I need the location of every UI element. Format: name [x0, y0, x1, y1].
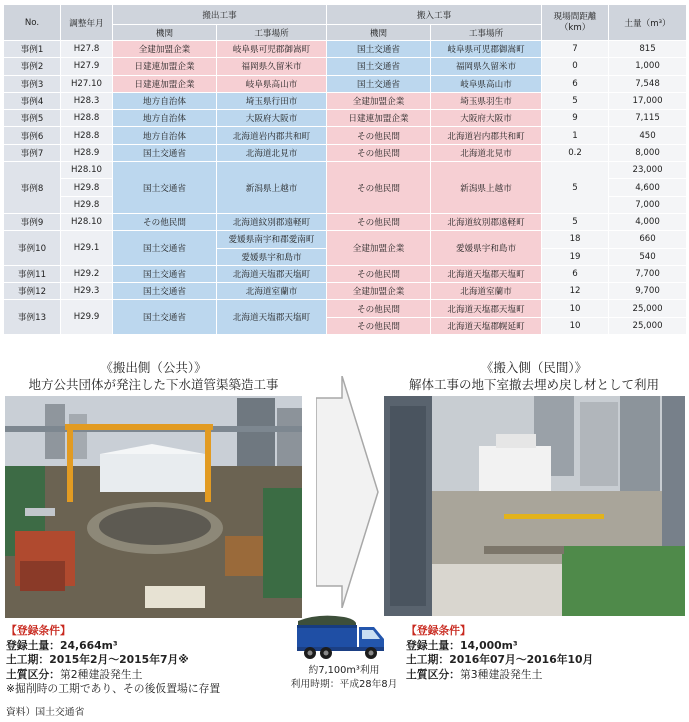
import-site-photo: [384, 396, 685, 616]
import-site: 岐阜県高山市: [431, 75, 542, 92]
import-agency: その他民間: [327, 213, 431, 230]
table-row: [4, 144, 687, 161]
export-agency: 国土交通省: [113, 144, 217, 161]
right-vol-label: 登録土量：: [406, 638, 460, 652]
case-label: 事例9: [4, 213, 61, 230]
case-year: H27.8: [61, 41, 113, 58]
export-site: 岐阜県高山市: [217, 75, 327, 92]
volume: 23,000: [609, 162, 687, 179]
export-agency: 国土交通省: [113, 300, 217, 335]
table-row: [4, 300, 687, 317]
import-site: 北海道室蘭市: [431, 283, 542, 300]
export-agency: 国土交通省: [113, 162, 217, 214]
export-site: 大阪府大阪市: [217, 110, 327, 127]
truck-usage: 約7,100m³利用: [308, 665, 380, 676]
volume: 25,000: [609, 300, 687, 317]
header-export-site: 工事場所: [217, 25, 327, 41]
right-soil-value: 第3種建設発生土: [459, 667, 543, 681]
distance: 19: [542, 248, 609, 265]
left-subtitle: 地方公共団体が発注した下水道管渠築造工事: [28, 377, 279, 392]
import-site: 北海道天塩郡天塩町: [431, 265, 542, 282]
case-label: 事例11: [4, 265, 61, 282]
export-site: 北海道天塩郡天塩町: [217, 300, 327, 335]
import-site: 北海道紋別郡遠軽町: [431, 213, 542, 230]
distance: 0.2: [542, 144, 609, 161]
volume: 450: [609, 127, 687, 144]
import-site: 北海道天塩郡天塩町: [431, 300, 542, 317]
left-note: ※掘削時の工期であり、その後仮置場に存置: [6, 682, 221, 696]
case-year: H28.10: [61, 213, 113, 230]
distance: 18: [542, 231, 609, 248]
import-agency: 国土交通省: [327, 75, 431, 92]
import-agency: 全建加盟企業: [327, 92, 431, 109]
distance: 12: [542, 283, 609, 300]
import-agency: その他民間: [327, 300, 431, 317]
left-soil-label: 土質区分：: [6, 667, 60, 681]
case-year: H29.9: [61, 300, 113, 335]
distance: 10: [542, 300, 609, 317]
export-site-photo: [5, 396, 302, 618]
export-site: 愛媛県宇和島市: [217, 248, 327, 265]
export-site: 愛媛県南宇和郡愛南町: [217, 231, 327, 248]
case-label: 事例10: [4, 231, 61, 266]
table-row: [4, 110, 687, 127]
volume: 7,700: [609, 265, 687, 282]
import-agency: 国土交通省: [327, 41, 431, 58]
table-row: [4, 41, 687, 58]
volume: 660: [609, 231, 687, 248]
case-year: H28.8: [61, 110, 113, 127]
case-label: 事例5: [4, 110, 61, 127]
header-volume: 土量（m³）: [609, 5, 687, 41]
left-conditions: [6, 624, 306, 697]
case-label: 事例2: [4, 58, 61, 75]
export-site: 福岡県久留米市: [217, 58, 327, 75]
right-subtitle: 解体工事の地下室撤去埋め戻し材として利用: [408, 377, 659, 392]
table-row: [4, 92, 687, 109]
case-year: H28.10: [61, 162, 113, 179]
right-title: 《搬入側（民間）》: [480, 360, 588, 375]
export-site: 北海道岩内郡共和町: [217, 127, 327, 144]
import-site: 愛媛県宇和島市: [431, 231, 542, 266]
export-agency: 地方自治体: [113, 92, 217, 109]
volume: 7,000: [609, 196, 687, 213]
import-agency: 国土交通省: [327, 58, 431, 75]
table-row: [4, 213, 687, 230]
distance: 0: [542, 58, 609, 75]
header-export-group: 搬出工事: [113, 5, 327, 25]
export-site: 北海道室蘭市: [217, 283, 327, 300]
distance: 5: [542, 213, 609, 230]
dump-truck-icon: [294, 609, 388, 661]
case-label: 事例4: [4, 92, 61, 109]
distance: 6: [542, 265, 609, 282]
header-year: 調整年月: [61, 5, 113, 41]
import-site: 新潟県上越市: [431, 162, 542, 214]
case-label: 事例13: [4, 300, 61, 335]
header-import-group: 搬入工事: [327, 5, 542, 25]
left-period-label: 土工期：: [6, 653, 50, 667]
left-cond-heading: 【登録条件】: [6, 624, 71, 637]
truck-time: 利用時期：平成28年8月: [290, 679, 398, 690]
import-agency: 全建加盟企業: [327, 231, 431, 266]
case-label: 事例8: [4, 162, 61, 214]
distance: 10: [542, 317, 609, 334]
volume: 17,000: [609, 92, 687, 109]
left-period-value: 2015年2月～2015年7月※: [49, 653, 189, 667]
right-conditions: [406, 624, 686, 682]
volume: 815: [609, 41, 687, 58]
case-year: H29.1: [61, 231, 113, 266]
left-soil-value: 第2種建設発生土: [59, 667, 143, 681]
export-agency: その他民間: [113, 213, 217, 230]
export-site: 岐阜県可児郡御嵩町: [217, 41, 327, 58]
import-site: 埼玉県羽生市: [431, 92, 542, 109]
header-export-agency: 機関: [113, 25, 217, 41]
export-site: 北海道天塩郡天塩町: [217, 265, 327, 282]
distance: 7: [542, 41, 609, 58]
case-year: H28.9: [61, 144, 113, 161]
left-title: 《搬出側（公共）》: [100, 360, 207, 375]
export-agency: 国土交通省: [113, 283, 217, 300]
case-year: H28.8: [61, 127, 113, 144]
right-vol-value: 14,000m³: [459, 638, 518, 652]
volume: 8,000: [609, 144, 687, 161]
case-label: 事例7: [4, 144, 61, 161]
header-no: No.: [4, 5, 61, 41]
volume: 9,700: [609, 283, 687, 300]
import-agency: その他民間: [327, 127, 431, 144]
volume: 25,000: [609, 317, 687, 334]
header-import-agency: 機関: [327, 25, 431, 41]
export-site: 北海道紋別郡遠軽町: [217, 213, 327, 230]
table-row: [4, 231, 687, 248]
volume: 1,000: [609, 58, 687, 75]
volume: 4,000: [609, 213, 687, 230]
import-agency: 日建連加盟企業: [327, 110, 431, 127]
header-import-site: 工事場所: [431, 25, 542, 41]
distance: 5: [542, 162, 609, 214]
case-table: [3, 4, 687, 335]
right-cond-heading: 【登録条件】: [406, 624, 471, 637]
header-distance: 現場間距離（km）: [542, 5, 609, 41]
case-label: 事例3: [4, 75, 61, 92]
export-site: 埼玉県行田市: [217, 92, 327, 109]
import-site: 北海道北見市: [431, 144, 542, 161]
import-agency: その他民間: [327, 317, 431, 334]
export-agency: 国土交通省: [113, 231, 217, 266]
export-site: 新潟県上越市: [217, 162, 327, 214]
case-year: H29.3: [61, 283, 113, 300]
right-soil-label: 土質区分：: [406, 667, 460, 681]
case-year: H29.8: [61, 179, 113, 196]
table-row: [4, 75, 687, 92]
case-label: 事例1: [4, 41, 61, 58]
import-site: 岐阜県可児郡御嵩町: [431, 41, 542, 58]
table-row: [4, 283, 687, 300]
table-row: [4, 162, 687, 179]
export-site: 北海道北見市: [217, 144, 327, 161]
export-agency: 日建連加盟企業: [113, 58, 217, 75]
volume: 540: [609, 248, 687, 265]
right-period-value: 2016年07月～2016年10月: [449, 653, 594, 667]
volume: 7,115: [609, 110, 687, 127]
case-label: 事例12: [4, 283, 61, 300]
case-year: H29.8: [61, 196, 113, 213]
right-period-label: 土工期：: [406, 653, 450, 667]
import-site: 北海道岩内郡共和町: [431, 127, 542, 144]
distance: 6: [542, 75, 609, 92]
export-agency: 国土交通省: [113, 265, 217, 282]
case-year: H27.9: [61, 58, 113, 75]
arrow-graphic: [316, 376, 380, 608]
left-vol-value: 24,664m³: [59, 638, 118, 652]
volume: 7,548: [609, 75, 687, 92]
import-agency: 全建加盟企業: [327, 283, 431, 300]
case-year: H29.2: [61, 265, 113, 282]
table-row: [4, 58, 687, 75]
case-year: H27.10: [61, 75, 113, 92]
left-vol-label: 登録土量：: [6, 638, 60, 652]
table-row: [4, 127, 687, 144]
case-label: 事例6: [4, 127, 61, 144]
export-agency: 日建連加盟企業: [113, 75, 217, 92]
source-note: 資料）国土交通省: [6, 707, 85, 718]
export-agency: 地方自治体: [113, 110, 217, 127]
import-site: 大阪府大阪市: [431, 110, 542, 127]
volume: 4,600: [609, 179, 687, 196]
distance: 5: [542, 92, 609, 109]
distance: 9: [542, 110, 609, 127]
import-agency: その他民間: [327, 265, 431, 282]
distance: 1: [542, 127, 609, 144]
import-site: 北海道天塩郡幌延町: [431, 317, 542, 334]
table-row: [4, 265, 687, 282]
case-year: H28.3: [61, 92, 113, 109]
export-agency: 地方自治体: [113, 127, 217, 144]
import-agency: その他民間: [327, 162, 431, 214]
import-site: 福岡県久留米市: [431, 58, 542, 75]
import-agency: その他民間: [327, 144, 431, 161]
export-agency: 全建加盟企業: [113, 41, 217, 58]
